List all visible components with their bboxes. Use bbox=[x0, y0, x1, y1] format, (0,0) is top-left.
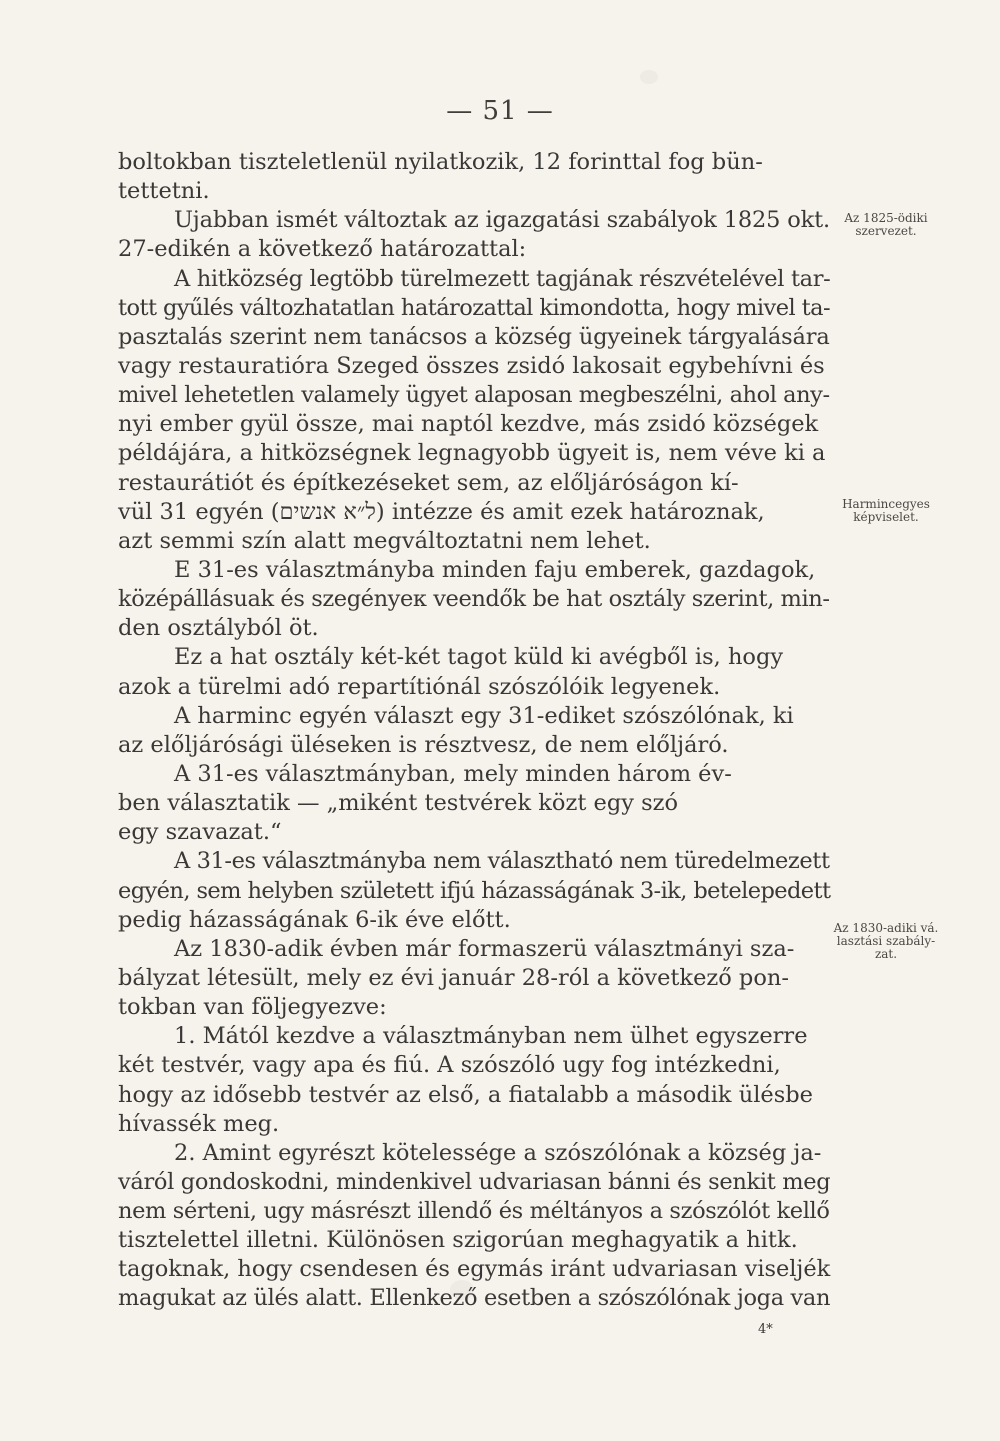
margin-note-line: Az 1825-ödiki bbox=[844, 211, 928, 225]
text-line: A hitközség legtöbb türelmezett tagjának részvételével tar- bbox=[174, 265, 831, 292]
margin-note-line: zat. bbox=[874, 947, 898, 961]
margin-note-1830 bbox=[826, 922, 946, 961]
text-line: egyén, sem helyben született ifjú házasságának 3-ik, betelepedett bbox=[118, 877, 831, 904]
text-line: nyi ember gyül össze, mai naptól kezdve, más zsidó községek bbox=[118, 411, 819, 438]
text-line: vül 31 egyén (ל״א אנשים) intézze és amit ezek határoznak, bbox=[118, 498, 765, 525]
text-line: tokban van följegyezve: bbox=[118, 994, 387, 1021]
text-line: magukat az ülés alatt. Ellenkező esetben a szószólónak joga van bbox=[118, 1285, 831, 1312]
text-line: ben választatik — „miként testvérek közt egy szó bbox=[118, 790, 679, 817]
body-text bbox=[118, 148, 830, 1314]
text-line: középállásuak és szegényeк veendők be hat osztály szerint, min- bbox=[118, 586, 830, 613]
text-line: tettetni. bbox=[118, 178, 210, 205]
text-line: E 31-es választmányba minden faju emberek, gazdagok, bbox=[174, 556, 816, 583]
text-line: két testvér, vagy apa és fiú. A szószóló ugy fog intézkedni, bbox=[118, 1052, 781, 1079]
text-line: pedig házasságának 6-ik éve előtt. bbox=[118, 906, 511, 933]
text-line: den osztályból öt. bbox=[118, 615, 319, 642]
text-line: az előljárósági üléseken is résztvesz, de nem előljáró. bbox=[118, 731, 729, 758]
margin-note-line: lasztási szabály- bbox=[836, 934, 936, 948]
text-line: tott gyűlés változhatatlan határozattal kimondotta, hogy mivel ta- bbox=[118, 294, 831, 321]
text-line: bályzat létesült, mely ez évi január 28-ról a következő pon- bbox=[118, 964, 789, 991]
text-line: hogy az idősebb testvér az első, a fiatalabb a második ülésbe bbox=[118, 1081, 813, 1108]
text-line: vagy restauratióra Szeged összes zsidó lakosait egybehívni és bbox=[118, 352, 825, 379]
text-line: A harminc egyén választ egy 31-ediket szószólónak, ki bbox=[174, 702, 794, 729]
margin-note-line: szervezet. bbox=[855, 224, 917, 238]
text-line: 27-edikén a következő határozattal: bbox=[118, 236, 527, 263]
text-line: 2. Amint egyrészt kötelessége a szószólónak a község ja- bbox=[174, 1139, 822, 1166]
text-line: váról gondoskodni, mindenkivel udvariasan bánni és senkit meg bbox=[118, 1168, 831, 1195]
margin-note-1825 bbox=[826, 212, 946, 238]
text-line: 1. Mától kezdve a választmányban nem ülhet egyszerre bbox=[174, 1023, 808, 1050]
text-line: pasztalás szerint nem tanácsos a község ügyeinek tárgyalására bbox=[118, 323, 830, 350]
margin-note-line: képviselet. bbox=[853, 510, 919, 524]
paper-stain bbox=[640, 70, 658, 84]
text-line: példájára, a hitközségnek legnagyobb ügyeit is, nem véve ki a bbox=[118, 440, 826, 467]
signature-mark: 4* bbox=[758, 1322, 773, 1337]
text-line: restaurátiót és építkezéseket sem, az előljáróságon kí- bbox=[118, 469, 739, 496]
text-line: Az 1830-adik évben már formaszerü választmányi sza- bbox=[174, 935, 795, 962]
text-line: Ujabban ismét változtak az igazgatási szabályok 1825 okt. bbox=[174, 207, 830, 234]
page-number: — 51 — bbox=[446, 96, 554, 126]
text-line: A 31-es választmányban, mely minden három év- bbox=[174, 760, 732, 787]
text-line: tisztelettel illetni. Különösen szigorúan meghagyatik a hitk. bbox=[118, 1227, 798, 1254]
text-line: A 31-es választmányba nem választható nem türedelmezett bbox=[174, 848, 830, 875]
text-line: mivel lehetetlen valamely ügyet alaposan megbeszélni, ahol any- bbox=[118, 382, 830, 409]
text-line: hívassék meg. bbox=[118, 1110, 280, 1137]
text-line: Ez a hat osztály két-két tagot küld ki avégből is, hogy bbox=[174, 644, 784, 671]
margin-note-harminc bbox=[826, 498, 946, 524]
text-line: nem sérteni, ugy másrészt illendő és méltányos a szószólót kellő bbox=[118, 1198, 830, 1225]
text-line: azok a türelmi adó repartítiónál szószólóik legyenek. bbox=[118, 673, 721, 700]
text-line: egy szavazat.“ bbox=[118, 819, 282, 846]
text-line: azt semmi szín alatt megváltoztatni nem lehet. bbox=[118, 527, 651, 554]
text-line: boltokban tiszteletlenül nyilatkozik, 12 forinttal fog bün- bbox=[118, 149, 763, 175]
margin-note-line: Harmincegyes bbox=[842, 497, 930, 511]
margin-note-line: Az 1830-adiki vá. bbox=[833, 921, 939, 935]
text-line: tagoknak, hogy csendesen és egymás iránt udvariasan viseljék bbox=[118, 1256, 831, 1283]
